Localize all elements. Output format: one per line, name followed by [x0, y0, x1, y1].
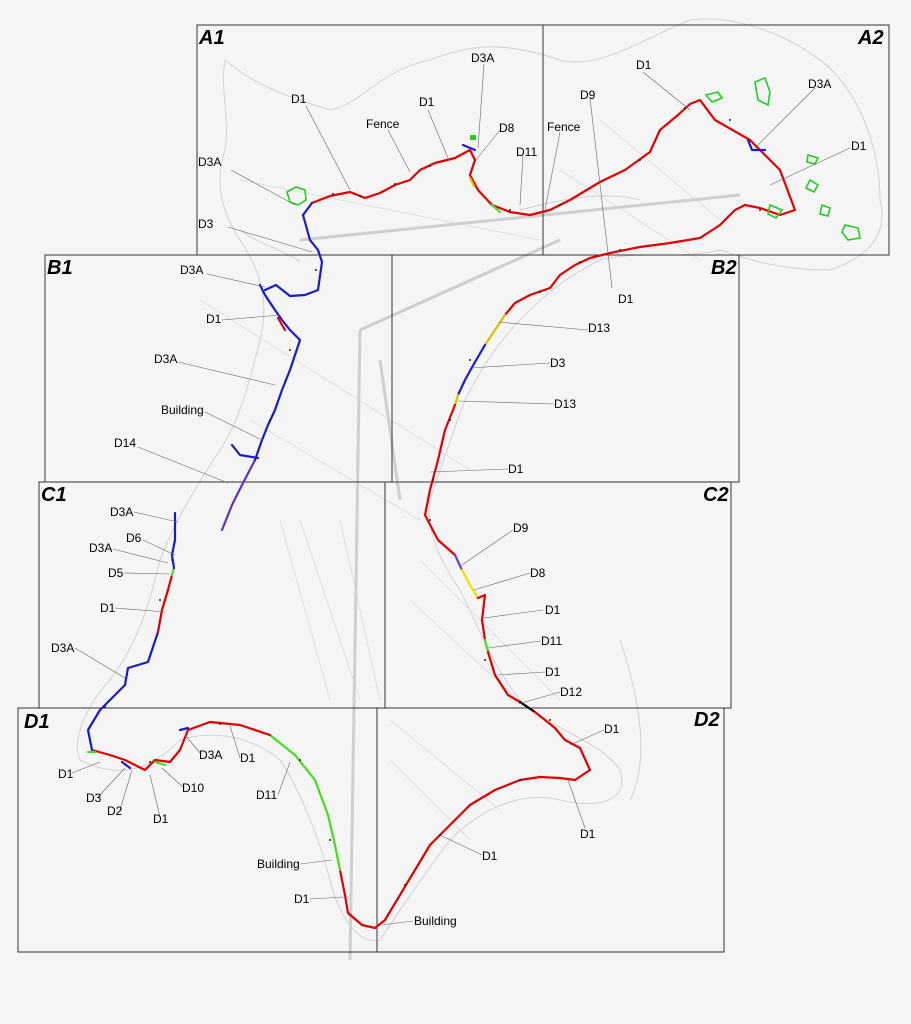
label-d1-d2-a: D1 — [604, 722, 620, 736]
label-d11-c2: D11 — [541, 634, 563, 648]
route-segment-d3a-b1 — [255, 285, 300, 460]
label-d1-a1-b: D1 — [419, 95, 435, 109]
sheet-frame-d1 — [18, 708, 377, 952]
label-d3a-b1-b: D3A — [154, 352, 178, 366]
label-d11-a1: D11 — [516, 145, 538, 159]
label-d5-c1: D5 — [108, 566, 124, 580]
label-d1-c2-a: D1 — [545, 603, 561, 617]
label-d1-a2-a: D1 — [636, 58, 652, 72]
label-d1-a1-a: D1 — [291, 92, 307, 106]
label-building-d1: Building — [257, 857, 300, 871]
label-d1-b2-top: D1 — [618, 292, 634, 306]
route-segment-bldg-b1 — [232, 445, 258, 458]
label-fence-a2: Fence — [547, 120, 581, 134]
route-segment-d3a-c1 — [88, 632, 158, 750]
label-d8-c2: D8 — [530, 566, 546, 580]
sheet-id-a1: A1 — [199, 27, 225, 49]
sheet-frame-b2 — [392, 255, 739, 482]
sheet-id-b2: B2 — [711, 257, 737, 279]
label-d1-b2: D1 — [508, 462, 524, 476]
route-segment-d12-c2 — [520, 702, 535, 712]
fence-area-a2-1 — [755, 78, 770, 105]
label-d1-d1-c: D1 — [240, 751, 256, 765]
label-d13-b2-b: D13 — [554, 397, 577, 411]
sheet-id-d1: D1 — [24, 711, 50, 733]
label-d9-c2: D9 — [513, 521, 529, 535]
label-d3a-a1: D3A — [198, 155, 222, 169]
route-segment-d1-c2 — [478, 595, 485, 640]
map-labels — [51, 51, 867, 928]
label-d11-d1: D11 — [256, 788, 278, 802]
label-d1-d2-b: D1 — [580, 827, 596, 841]
label-d3a-c1-a: D3A — [110, 505, 134, 519]
route-segment-d8-c2 — [462, 570, 478, 598]
sheet-id-c2: C2 — [703, 484, 729, 506]
route-segment-d9-c2 — [455, 555, 462, 570]
label-d1-d1-d: D1 — [294, 892, 310, 906]
route-segment-d11-c2 — [485, 640, 488, 652]
label-d8-a1: D8 — [499, 121, 515, 135]
sheet-frame-c1 — [39, 482, 385, 708]
label-d9-a2: D9 — [580, 88, 596, 102]
fenced-areas — [287, 78, 860, 240]
label-d3-b2: D3 — [550, 356, 566, 370]
route-segment-d10-d1 — [155, 762, 165, 765]
label-d12-c2: D12 — [560, 685, 583, 699]
label-d3a-c1-c: D3A — [51, 641, 75, 655]
label-d6-c1: D6 — [126, 531, 142, 545]
route-segment-d3a-a1b — [463, 145, 475, 150]
label-d3a-c1-b: D3A — [89, 541, 113, 555]
route-segment-d1-b2 — [425, 405, 455, 555]
label-d1-d1-a: D1 — [58, 767, 74, 781]
leader-lines — [72, 64, 850, 925]
route-segment-d3a-a1 — [303, 203, 312, 215]
sheet-id-a2: A2 — [858, 27, 884, 49]
sheet-frames — [18, 25, 889, 952]
label-d3-d1: D3 — [86, 791, 102, 805]
label-d1-d1-b: D1 — [153, 812, 169, 826]
sheet-id-b1: B1 — [47, 257, 73, 279]
label-building-b1: Building — [161, 403, 204, 417]
label-d3a-b1-a: D3A — [180, 263, 204, 277]
label-d14-b1: D14 — [114, 436, 137, 450]
label-d1-c1: D1 — [100, 601, 116, 615]
fence-area-a2-4 — [806, 180, 818, 192]
fence-area-a2-3 — [807, 155, 818, 164]
label-d3a-a1-top: D3A — [471, 51, 495, 65]
sheet-id-c1: C1 — [41, 484, 67, 506]
label-d3a-d1: D3A — [199, 748, 223, 762]
fence-area-a2-6 — [842, 225, 860, 240]
label-d2-d1: D2 — [107, 804, 123, 818]
label-d3-a1: D3 — [198, 217, 214, 231]
label-fence-a1: Fence — [366, 117, 400, 131]
route-segment-d1-c1 — [158, 575, 172, 632]
label-building-d2: Building — [414, 914, 457, 928]
sheet-frame-b1 — [45, 255, 392, 482]
sheet-id-d2: D2 — [694, 709, 720, 731]
fence-area-a2-2 — [706, 92, 722, 102]
route-segment-d11-d1 — [270, 735, 340, 870]
label-d10-d1: D10 — [182, 781, 205, 795]
label-d1-a2-b: D1 — [851, 139, 867, 153]
label-d1-c2-b: D1 — [545, 665, 561, 679]
label-d1-b1: D1 — [206, 312, 222, 326]
label-d1-d2-c: D1 — [482, 849, 498, 863]
fence-area-a1-2 — [470, 135, 476, 140]
route-segment-d13b-b2 — [455, 395, 458, 405]
label-d13-b2-a: D13 — [588, 321, 611, 335]
fence-area-a2-5 — [820, 205, 830, 216]
route-segment-d3a-d1 — [180, 728, 188, 730]
road-network — [200, 120, 740, 960]
label-d3a-a2: D3A — [808, 77, 832, 91]
sheet-identifiers — [24, 27, 884, 733]
route-segment-d14-b1 — [222, 460, 255, 530]
